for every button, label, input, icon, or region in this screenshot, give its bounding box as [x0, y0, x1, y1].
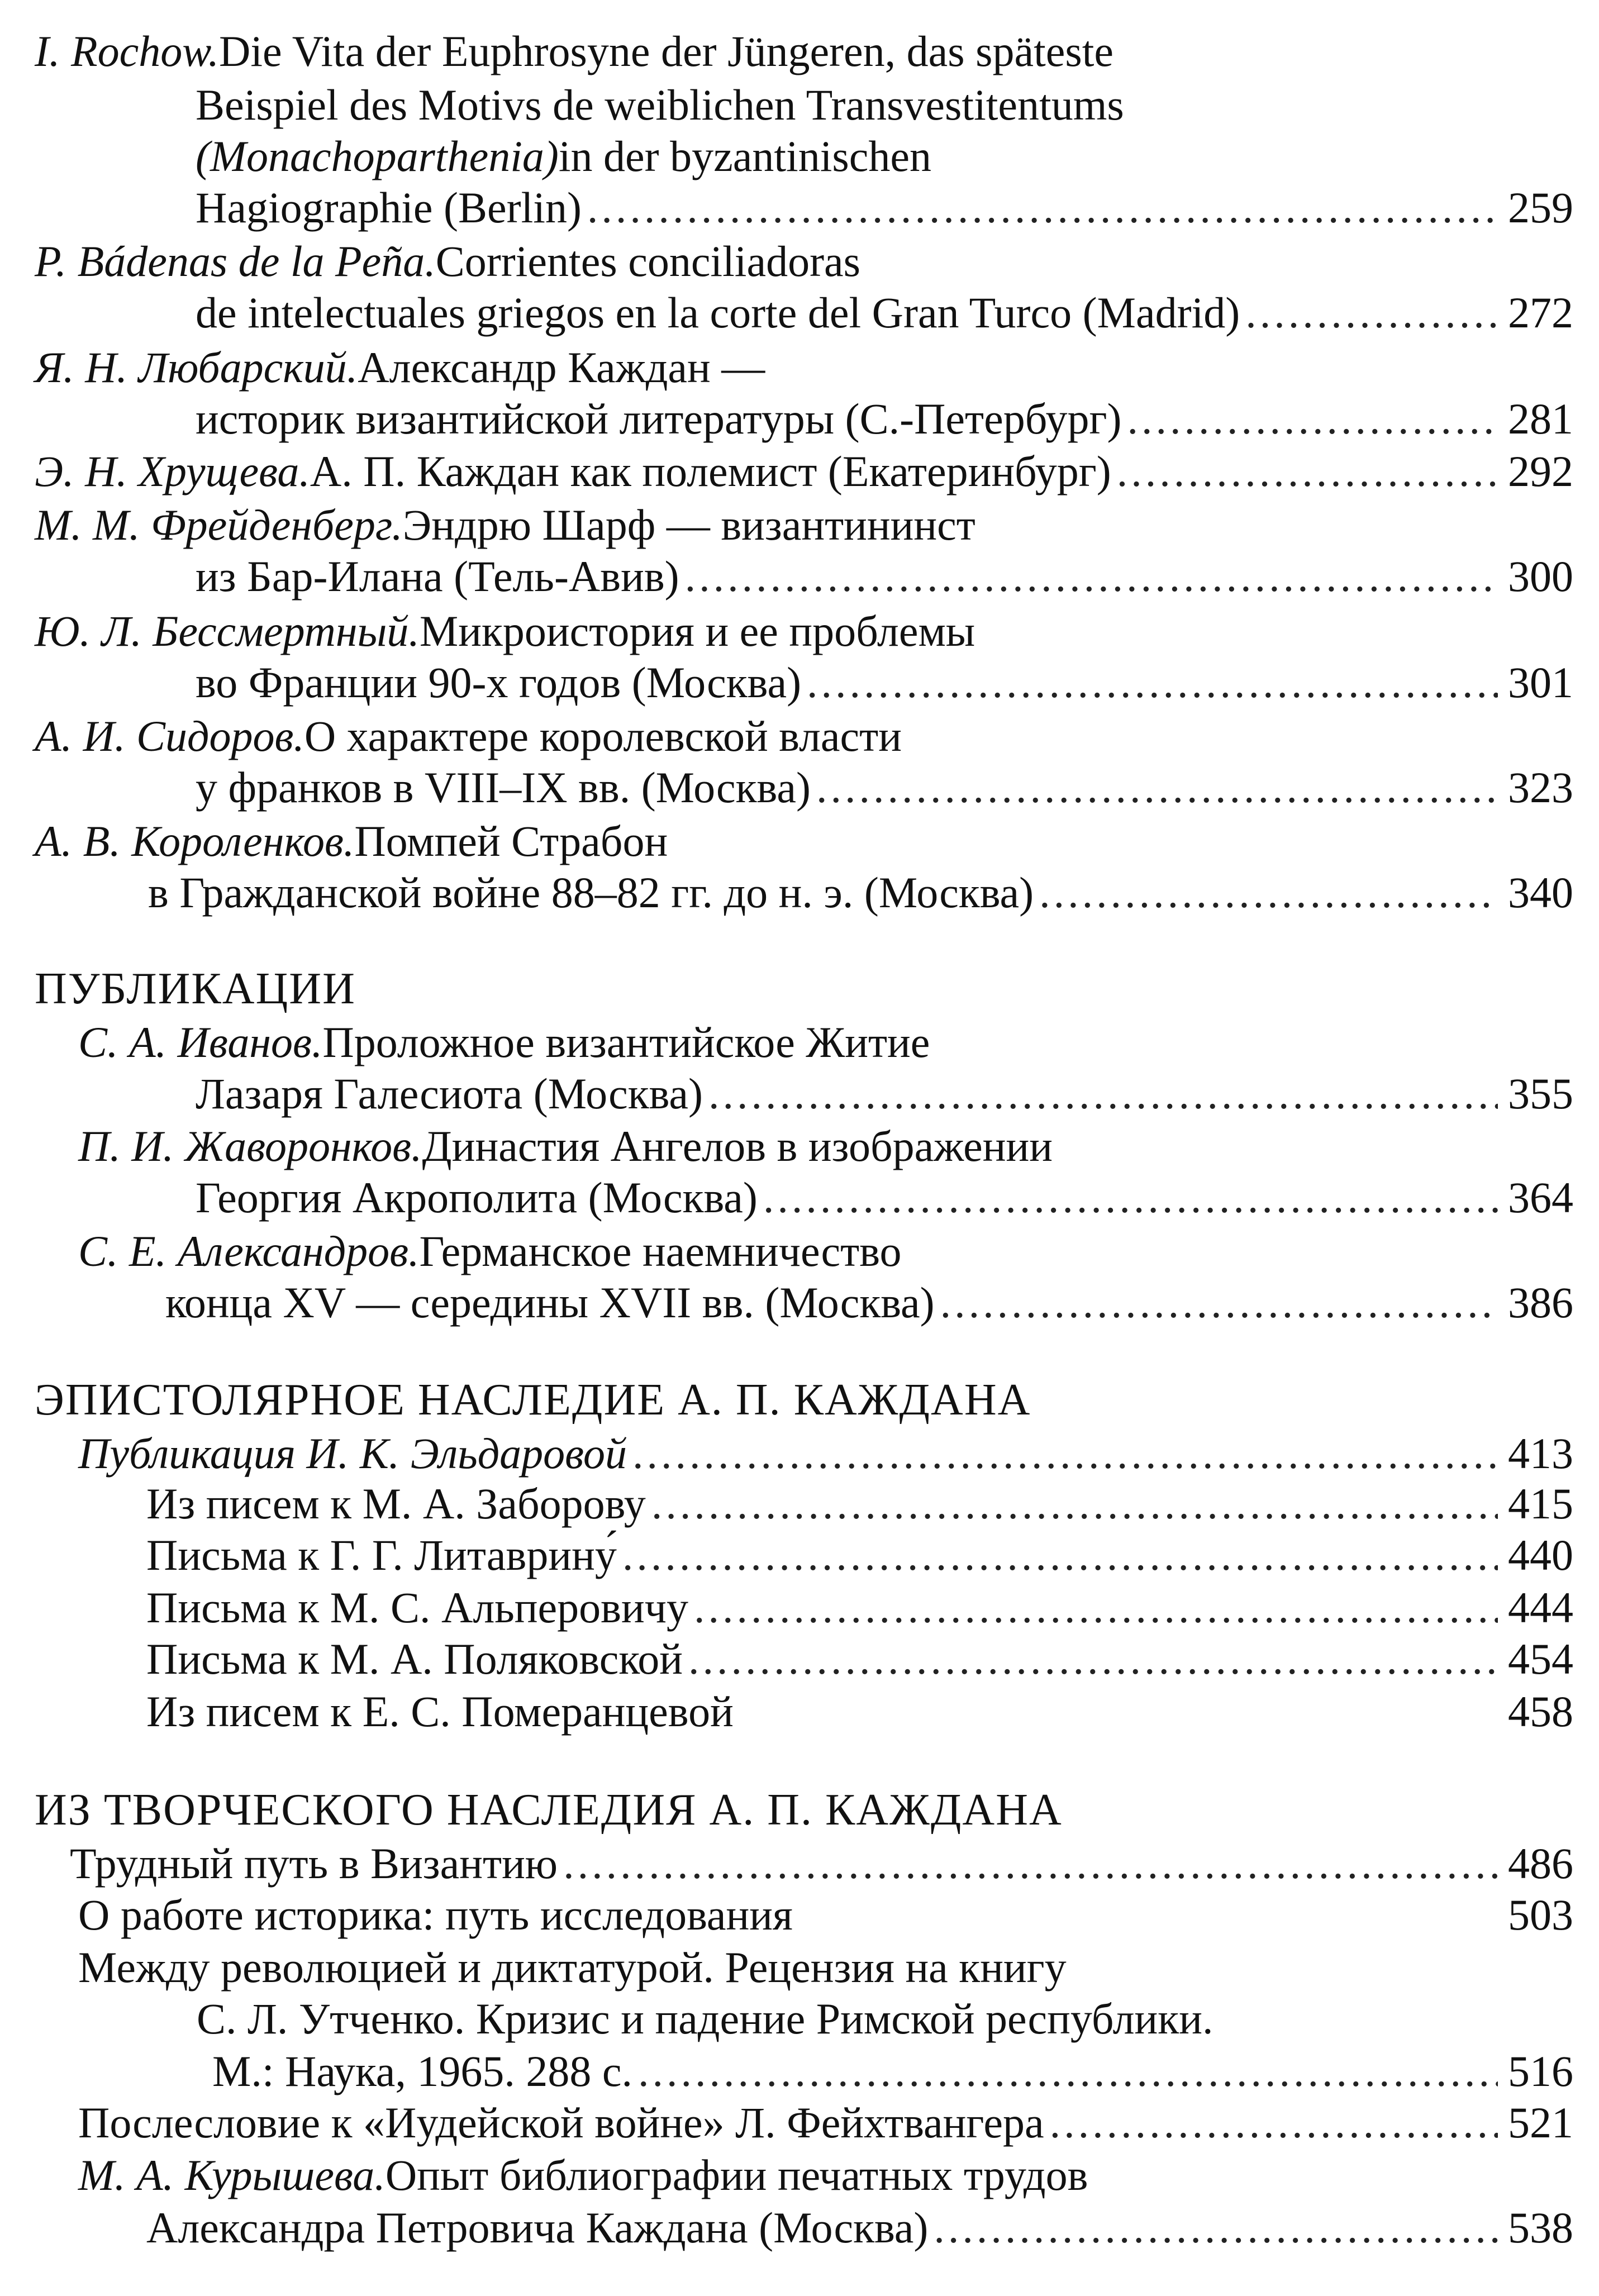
- dot-leader: [651, 1477, 1498, 1531]
- toc-entry-line: [0, 1528, 1573, 1582]
- page-number: 259: [1508, 183, 1573, 232]
- page-number: 486: [1508, 1839, 1573, 1888]
- entry-title: Проложное византийское Житие: [322, 1018, 930, 1066]
- page-number: 503: [1508, 1890, 1573, 1939]
- section-title: ИЗ ТВОРЧЕСКОГО НАСЛЕДИЯ А. П. КАЖДАНА: [35, 1785, 1063, 1835]
- entry-title: Письма к М. С. Альперовичу: [146, 1583, 688, 1632]
- dot-leader: [1050, 2096, 1498, 2150]
- page-number: 415: [1508, 1479, 1573, 1528]
- toc-entry-line: [0, 656, 1573, 709]
- toc-entry-line: [0, 130, 1573, 183]
- page-number: 281: [1508, 394, 1573, 443]
- entry-title: de intelectuales griegos en la corte del Gran Turco (Madrid): [196, 288, 1240, 337]
- entry-author: М. А. Курышева.: [78, 2151, 386, 2199]
- entry-title-italic: (Monachoparthenia): [196, 132, 559, 180]
- dot-leader: [708, 1067, 1498, 1121]
- toc-entry-line: [0, 25, 1573, 78]
- entry-title: Die Vita der Euphrosyne der Jüngeren, das späteste: [218, 27, 1114, 75]
- page-number: 454: [1508, 1635, 1573, 1683]
- dot-leader: [688, 1632, 1498, 1686]
- entry-author: P. Bádenas de la Peña.: [35, 237, 436, 285]
- toc-entry-line: [0, 866, 1573, 920]
- page-number: 440: [1508, 1531, 1573, 1579]
- toc-entry-line: [0, 1427, 1573, 1480]
- toc-entry-line: [0, 1171, 1573, 1225]
- toc-entry-line: [0, 392, 1573, 446]
- entry-title: из Бар-Илана (Тель-Авив): [196, 552, 679, 601]
- entry-author: I. Rochow.: [35, 27, 219, 75]
- dot-leader: [816, 761, 1498, 814]
- entry-title: О характере королевской власти: [304, 712, 902, 760]
- entry-title: О работе историка: путь исследования: [78, 1890, 793, 1939]
- dot-leader: [763, 1171, 1498, 1225]
- toc-entry-line: [0, 2201, 1573, 2255]
- page-number: 300: [1508, 552, 1573, 601]
- toc-entry-line: [0, 1685, 1573, 1738]
- toc-entry-line: [0, 1477, 1573, 1531]
- toc-entry-line: [0, 761, 1573, 814]
- toc-entry-line: [0, 1837, 1573, 1890]
- entry-author: Э. Н. Хрущева.: [35, 447, 310, 496]
- page-number: 538: [1508, 2203, 1573, 2252]
- entry-title: Эндрю Шарф — византининст: [402, 501, 975, 549]
- entry-title: С. Л. Утченко. Кризис и падение Римской республики.: [197, 1994, 1213, 2043]
- toc-entry-line: [0, 1276, 1573, 1330]
- toc-entry-line: [0, 814, 1573, 868]
- entry-title: во Франции 90-х годов (Москва): [196, 658, 802, 707]
- entry-author: М. М. Фрейденберг.: [35, 501, 403, 549]
- toc-entry-line: [0, 445, 1573, 498]
- page-number: 444: [1508, 1583, 1573, 1632]
- dot-leader: [563, 1837, 1498, 1890]
- entry-title: in der byzantinischen: [558, 132, 931, 180]
- toc-entry-line: [0, 2096, 1573, 2150]
- entry-title: Corrientes conciliadoras: [435, 237, 861, 285]
- page-number: 458: [1508, 1687, 1573, 1736]
- toc-entry-line: [0, 2045, 1573, 2098]
- page-number: 355: [1508, 1069, 1573, 1118]
- entry-title: Beispiel des Motivs de weiblichen Transvestitentums: [196, 80, 1124, 129]
- toc-entry-line: [0, 341, 1573, 394]
- toc-entry-line: [0, 1225, 1573, 1278]
- entry-title: Лазаря Галесиота (Москва): [196, 1069, 703, 1118]
- toc-entry-line: [0, 1581, 1573, 1635]
- dot-leader: [587, 181, 1498, 235]
- toc-entry-line: [0, 498, 1573, 552]
- entry-title: Александр Каждан —: [358, 343, 765, 392]
- dot-leader: [1039, 866, 1498, 920]
- page-number: 521: [1508, 2098, 1573, 2147]
- entry-title: Послесловие к «Иудейской войне» Л. Фейхтвангера: [78, 2098, 1044, 2147]
- toc-entry-line: [0, 1120, 1573, 1173]
- dot-leader: [940, 1276, 1498, 1330]
- page-number: 413: [1508, 1429, 1573, 1478]
- page-number: 272: [1508, 288, 1573, 337]
- entry-title: Hagiographie (Berlin): [196, 183, 582, 232]
- page-number: 301: [1508, 658, 1573, 707]
- dot-leader: [622, 1528, 1498, 1582]
- page-number: 516: [1508, 2047, 1573, 2095]
- entry-author: А. И. Сидоров.: [35, 712, 304, 760]
- toc-entry-line: [0, 286, 1573, 340]
- dot-leader: [934, 2201, 1498, 2255]
- dot-leader: [1245, 286, 1498, 340]
- dot-leader: [685, 550, 1498, 603]
- toc-entry-line: [0, 709, 1573, 763]
- toc-entry-line: [0, 78, 1573, 132]
- entry-title: Опыт библиографии печатных трудов: [385, 2151, 1088, 2199]
- entry-title: Микроистория и ее проблемы: [419, 607, 975, 655]
- entry-title: Письма к М. А. Поляковской: [146, 1635, 683, 1683]
- entry-author: Ю. Л. Бессмертный.: [35, 607, 420, 655]
- dot-leader: [1117, 445, 1498, 498]
- entry-title: историк византийской литературы (С.-Петербург): [196, 394, 1122, 443]
- entry-title: Трудный путь в Византию: [70, 1839, 558, 1888]
- page-number: 292: [1508, 447, 1573, 496]
- section-heading: [0, 962, 1573, 1016]
- toc-entry-line: [0, 1016, 1573, 1069]
- entry-author: С. А. Иванов.: [78, 1018, 323, 1066]
- section-heading: [0, 1783, 1573, 1837]
- entry-title: Из писем к М. А. Заборову: [146, 1479, 646, 1528]
- entry-title: Георгия Акрополита (Москва): [196, 1173, 758, 1222]
- entry-author: П. И. Жаворонков.: [78, 1122, 422, 1170]
- section-title: ЭПИСТОЛЯРНОЕ НАСЛЕДИЕ А. П. КАЖДАНА: [35, 1375, 1031, 1425]
- entry-title: Письма к Г. Г. Литаврину́: [146, 1531, 617, 1579]
- toc-entry-line: [0, 1067, 1573, 1121]
- toc-entry-line: [0, 550, 1573, 603]
- toc-entry-line: [0, 1888, 1573, 1942]
- entry-author: С. Е. Александров.: [78, 1227, 420, 1275]
- section-title: ПУБЛИКАЦИИ: [35, 964, 356, 1013]
- entry-author: Публикация И. К. Эльдаровой: [78, 1429, 627, 1478]
- entry-title: у франков в VIII–IX вв. (Москва): [196, 763, 811, 812]
- page-number: 340: [1508, 868, 1573, 917]
- dot-leader: [694, 1581, 1498, 1635]
- section-heading: [0, 1373, 1573, 1427]
- page-number: 323: [1508, 763, 1573, 812]
- entry-title: конца XV — середины XVII вв. (Москва): [165, 1278, 935, 1327]
- entry-title: Германское наемничество: [419, 1227, 902, 1275]
- dot-leader: [1127, 392, 1498, 446]
- entry-author: Я. Н. Любарский.: [35, 343, 358, 392]
- entry-author: А. В. Короленков.: [35, 817, 355, 865]
- entry-title: Из писем к Е. С. Померанцевой: [146, 1687, 734, 1736]
- entry-title: М.: Наука, 1965. 288 с.: [212, 2047, 632, 2095]
- toc-entry-line: [0, 2149, 1573, 2202]
- entry-title: Династия Ангелов в изображении: [422, 1122, 1053, 1170]
- toc-entry-line: [0, 604, 1573, 658]
- toc-entry-line: [0, 1632, 1573, 1686]
- dot-leader: [807, 656, 1498, 709]
- toc-entry-line: [0, 235, 1573, 288]
- page-number: 364: [1508, 1173, 1573, 1222]
- toc-entry-line: [0, 1992, 1573, 2046]
- dot-leader: [632, 1427, 1498, 1480]
- toc-entry-line: [0, 181, 1573, 235]
- entry-title: А. П. Каждан как полемист (Екатеринбург): [310, 447, 1111, 496]
- entry-title: в Гражданской войне 88–82 гг. до н. э. (Москва): [148, 868, 1034, 917]
- entry-title: Александра Петровича Каждана (Москва): [146, 2203, 929, 2252]
- entry-title: Помпей Страбон: [354, 817, 668, 865]
- toc-entry-line: [0, 1941, 1573, 1994]
- dot-leader: [638, 2045, 1498, 2098]
- entry-title: Между революцией и диктатурой. Рецензия на книгу: [78, 1943, 1067, 1992]
- page-number: 386: [1508, 1278, 1573, 1327]
